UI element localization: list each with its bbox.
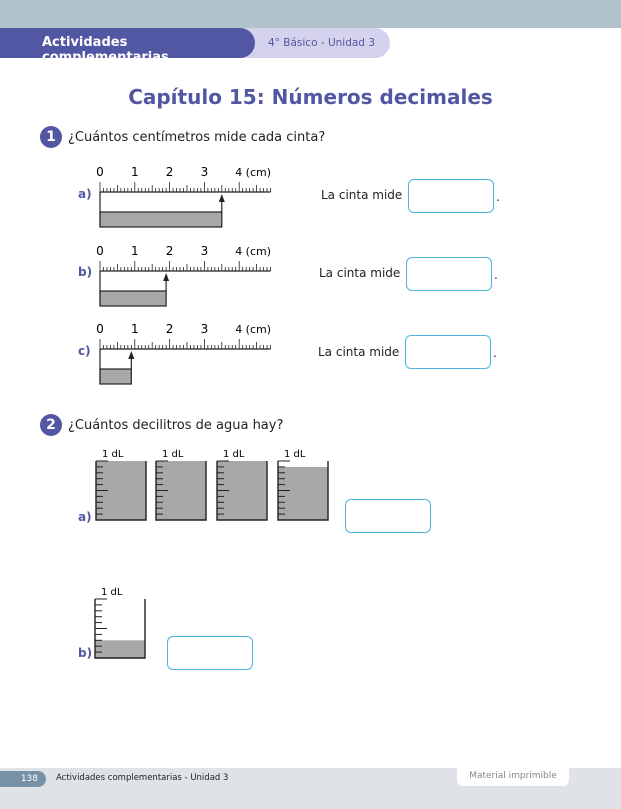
ruler-tick-label: 3 [200,165,209,179]
item-label: b) [78,646,93,660]
ruler-tick-label: 3 [200,322,209,336]
ruler-tick-label: 0 [96,165,104,179]
period: . [494,268,498,282]
tape [100,291,166,306]
ruler-tick-label: 2 [165,322,174,336]
item-label: a) [78,510,92,524]
ruler-unit-label: 4 (cm) [235,323,272,336]
page-number: 138 [0,771,46,787]
ruler-tick-label: 1 [130,244,139,258]
tape [100,369,131,384]
ruler-tick-label: 1 [130,322,139,336]
ruler-tick-label: 0 [96,322,104,336]
answer-prefix: La cinta mide [318,345,400,359]
water-fill [95,640,145,658]
ruler-unit-label: 4 (cm) [235,166,272,179]
ruler-tick-label: 2 [165,165,174,179]
grade-unit-label: 4° Básico - Unidad 3 [268,37,375,49]
ruler-tick-label: 3 [200,244,209,258]
printable-badge: Material imprimible [457,766,569,786]
question-text: ¿Cuántos decilitros de agua hay? [68,417,284,433]
ruler-tick-label: 0 [96,244,104,258]
answer-prefix: La cinta mide [321,188,403,202]
cup-label: 1 dL [284,449,306,460]
item-label: c) [78,344,91,358]
question-number: 2 [40,414,62,436]
arrow-head-icon [219,194,225,202]
arrow-head-icon [163,273,169,281]
answer-prefix: La cinta mide [319,266,401,280]
ruler-tick-label: 1 [130,165,139,179]
item-label: b) [78,265,93,279]
arrow-head-icon [128,351,134,359]
water-fill [278,467,328,520]
cup-label: 1 dL [162,449,184,460]
ruler-unit-label: 4 (cm) [235,245,272,258]
period: . [496,190,500,204]
cup-label: 1 dL [101,587,123,598]
footer-text: Actividades complementarias - Unidad 3 [56,773,229,783]
period: . [493,346,497,360]
ruler-tick-label: 2 [165,244,174,258]
cup-label: 1 dL [223,449,245,460]
question-number: 1 [40,126,62,148]
cup-label: 1 dL [102,449,124,460]
item-label: a) [78,187,92,201]
section-label: Actividades complementarias [42,35,169,65]
question-text: ¿Cuántos centímetros mide cada cinta? [68,129,326,145]
page-title: Capítulo 15: Números decimales [128,85,493,109]
tape [100,212,222,227]
